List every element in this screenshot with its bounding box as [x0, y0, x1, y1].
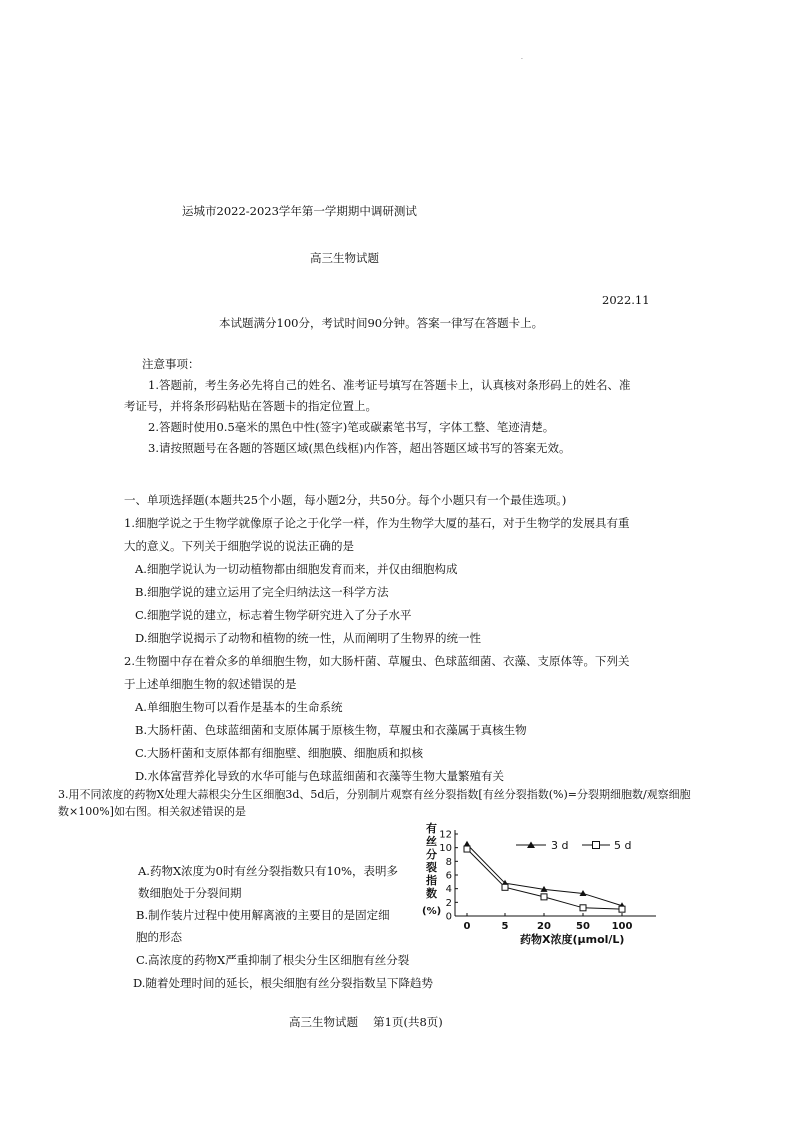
y-tick-label: 12 — [439, 829, 452, 841]
exam-title: 运城市2022-2023学年第一学期期中调研测试 — [182, 204, 417, 218]
q1-option-b: B.细胞学说的建立运用了完全归纳法这一科学方法 — [135, 585, 389, 599]
x-axis-title: 药物X浓度(μmol/L) — [520, 933, 625, 946]
chart-legend — [516, 839, 631, 852]
x-tick-label: 5 — [501, 921, 509, 932]
y-tick-label: 2 — [445, 897, 452, 909]
svg-text:裂: 裂 — [426, 861, 437, 874]
svg-text:(%): (%) — [422, 906, 442, 917]
q1-stem-line-1: 1.细胞学说之于生物学就像原子论之于化学一样，作为生物学大厦的基石，对于生物学的发展具有重 — [124, 516, 630, 530]
y-tick-label: 6 — [445, 870, 452, 882]
mitotic-index-chart — [420, 822, 660, 952]
data-point-5d — [619, 906, 625, 912]
q3-option-d: D.随着处理时间的延长，根尖细胞有丝分裂指数呈下降趋势 — [133, 976, 433, 990]
q1-option-c: C.细胞学说的建立，标志着生物学研究进入了分子水平 — [135, 608, 412, 622]
x-tick-label: 20 — [537, 921, 551, 932]
q2-option-c: C.大肠杆菌和支原体都有细胞壁、细胞膜、细胞质和拟核 — [135, 746, 424, 760]
note-item-1-cont: 考证号，并将条形码粘贴在答题卡的指定位置上。 — [124, 399, 377, 413]
legend-label-5d: 5 d — [614, 839, 632, 852]
notes-heading: 注意事项： — [142, 357, 200, 371]
svg-text:数: 数 — [426, 887, 437, 900]
y-tick-label: 0 — [445, 911, 452, 923]
legend-marker-5d — [593, 842, 600, 849]
x-tick-label: 50 — [576, 921, 590, 932]
q2-option-d: D.水体富营养化导致的水华可能与色球蓝细菌和衣藻等生物大量繁殖有关 — [135, 769, 504, 783]
x-tick-label: 100 — [611, 921, 633, 932]
svg-text:有: 有 — [426, 822, 437, 835]
q1-stem-line-2: 大的意义。下列关于细胞学说的说法正确的是 — [124, 539, 354, 553]
data-point-5d — [464, 846, 470, 852]
q2-stem-line-2: 于上述单细胞生物的叙述错误的是 — [124, 677, 297, 691]
note-item-3: 3.请按照题号在各题的答题区域(黑色线框)内作答，超出答题区域书写的答案无效。 — [148, 441, 571, 455]
stray-dot: · — [521, 56, 523, 63]
q3-option-c: C.高浓度的药物X严重抑制了根尖分生区细胞有丝分裂 — [136, 953, 410, 967]
legend-label-3d: 3 d — [551, 839, 569, 852]
section-heading: 一、单项选择题(本题共25个小题，每小题2分，共50分。每个小题只有一个最佳选项。) — [124, 493, 567, 507]
q3-option-b: B.制作装片过程中使用解离液的主要目的是固定细 — [136, 908, 390, 922]
q3-option-b-cont: 胞的形态 — [136, 930, 182, 944]
svg-text:指: 指 — [426, 874, 437, 887]
q1-option-d: D.细胞学说揭示了动物和植物的统一性，从而阐明了生物界的统一性 — [135, 631, 481, 645]
note-item-2: 2.答题时使用0.5毫米的黑色中性(签字)笔或碳素笔书写，字体工整、笔迹清楚。 — [148, 420, 555, 434]
data-point-5d — [541, 894, 547, 900]
note-item-1: 1.答题前，考生务必先将自己的姓名、准考证号填写在答题卡上，认真核对条形码上的姓名、准 — [148, 378, 631, 392]
page-footer: 高三生物试题 第1页(共8页) — [289, 1015, 443, 1029]
svg-text:丝: 丝 — [426, 835, 437, 848]
q1-option-a: A.细胞学说认为一切动植物都由细胞发育而来，并仅由细胞构成 — [135, 562, 458, 576]
q3-stem-line-2: 数×100%]如右图。相关叙述错误的是 — [58, 805, 246, 818]
exam-date: 2022.11 — [602, 293, 650, 307]
q3-option-a: A.药物X浓度为0时有丝分裂指数只有10%，表明多 — [138, 864, 399, 878]
q3-stem-line-1: 3.用不同浓度的药物X处理大蒜根尖分生区细胞3d、5d后，分别制片观察有丝分裂指数[有丝分裂指数(%)=分裂期细胞数/观察细胞 — [58, 788, 691, 801]
data-point-5d — [502, 884, 508, 890]
subject-title: 高三生物试题 — [310, 251, 379, 265]
q2-option-a: A.单细胞生物可以看作是基本的生命系统 — [135, 700, 343, 714]
x-tick-label: 0 — [463, 921, 471, 932]
y-tick-label: 8 — [445, 856, 452, 868]
y-tick-label: 10 — [439, 843, 452, 855]
y-tick-label: 4 — [445, 884, 452, 896]
svg-text:分: 分 — [426, 848, 437, 861]
q2-option-b: B.大肠杆菌、色球蓝细菌和支原体属于原核生物，草履虫和衣藻属于真核生物 — [135, 723, 527, 737]
q3-option-a-cont: 数细胞处于分裂间期 — [138, 886, 242, 900]
q2-stem-line-1: 2.生物圈中存在着众多的单细胞生物，如大肠杆菌、草履虫、色球蓝细菌、衣藻、支原体等。下列关 — [124, 654, 630, 668]
data-point-5d — [580, 905, 586, 911]
exam-intro: 本试题满分100分，考试时间90分钟。答案一律写在答题卡上。 — [219, 316, 544, 330]
